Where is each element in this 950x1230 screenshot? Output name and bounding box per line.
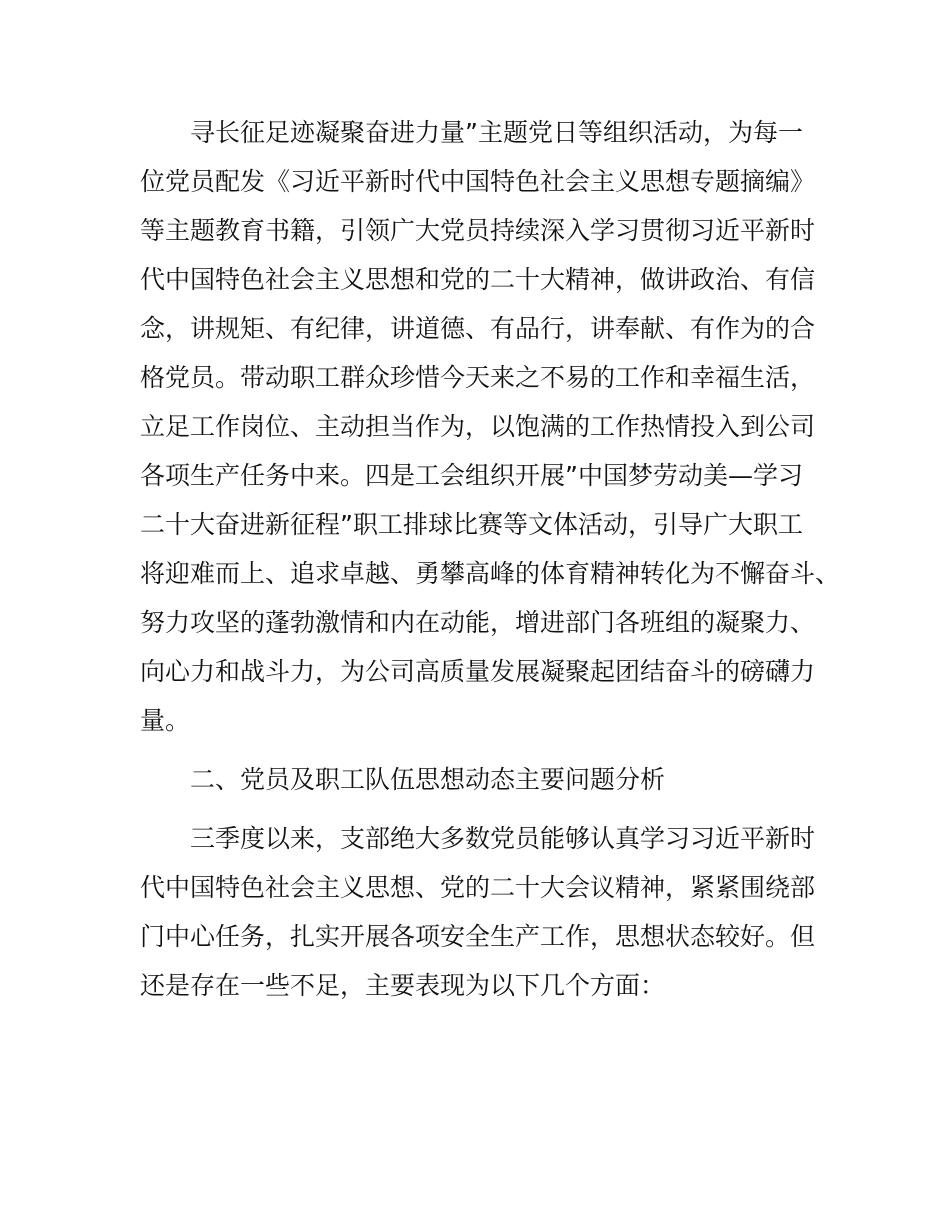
- paragraph-2: [140, 814, 820, 1010]
- paragraph-1: [140, 108, 841, 745]
- section-heading: 二、党员及职工队伍思想动态主要问题分析: [190, 765, 666, 794]
- paragraph-line: 量。: [140, 706, 191, 735]
- paragraph-line: 还是存在一些不足，主要表现为以下几个方面：: [140, 971, 666, 1000]
- paragraph-line: 门中心任务，扎实开展各项安全生产工作，思想状态较好。但: [140, 922, 816, 951]
- paragraph-line: 将迎难而上、追求卓越、勇攀高峰的体育精神转化为不懈奋斗、: [140, 559, 841, 588]
- paragraph-line: 立足工作岗位、主动担当作为，以饱满的工作热情投入到公司: [140, 412, 816, 441]
- paragraph-line: 各项生产任务中来。四是工会组织开展”中国梦劳动美—学习: [140, 461, 803, 490]
- paragraph-line: 念，讲规矩、有纪律，讲道德、有品行，讲奉献、有作为的合: [140, 314, 816, 343]
- paragraph-line: 代中国特色社会主义思想、党的二十大会议精神，紧紧围绕部: [140, 873, 816, 902]
- paragraph-line: 等主题教育书籍，引领广大党员持续深入学习贯彻习近平新时: [140, 216, 816, 245]
- paragraph-line: 位党员配发《习近平新时代中国特色社会主义思想专题摘编》: [140, 167, 816, 196]
- paragraph-line: 向心力和战斗力，为公司高质量发展凝聚起团结奋斗的磅礴力: [140, 657, 816, 686]
- paragraph-line: 三季度以来，支部绝大多数党员能够认真学习习近平新时: [190, 824, 816, 853]
- document-body: [140, 108, 841, 1010]
- paragraph-line: 二十大奋进新征程”职工排球比赛等文体活动，引导广大职工: [140, 510, 803, 539]
- paragraph-line: 格党员。带动职工群众珍惜今天来之不易的工作和幸福生活，: [140, 363, 816, 392]
- paragraph-line: 代中国特色社会主义思想和党的二十大精神，做讲政治、有信: [140, 265, 816, 294]
- paragraph-line: 寻长征足迹凝聚奋进力量”主题党日等组织活动，为每一: [190, 118, 803, 147]
- paragraph-line: 努力攻坚的蓬勃激情和内在动能，增进部门各班组的凝聚力、: [140, 608, 816, 637]
